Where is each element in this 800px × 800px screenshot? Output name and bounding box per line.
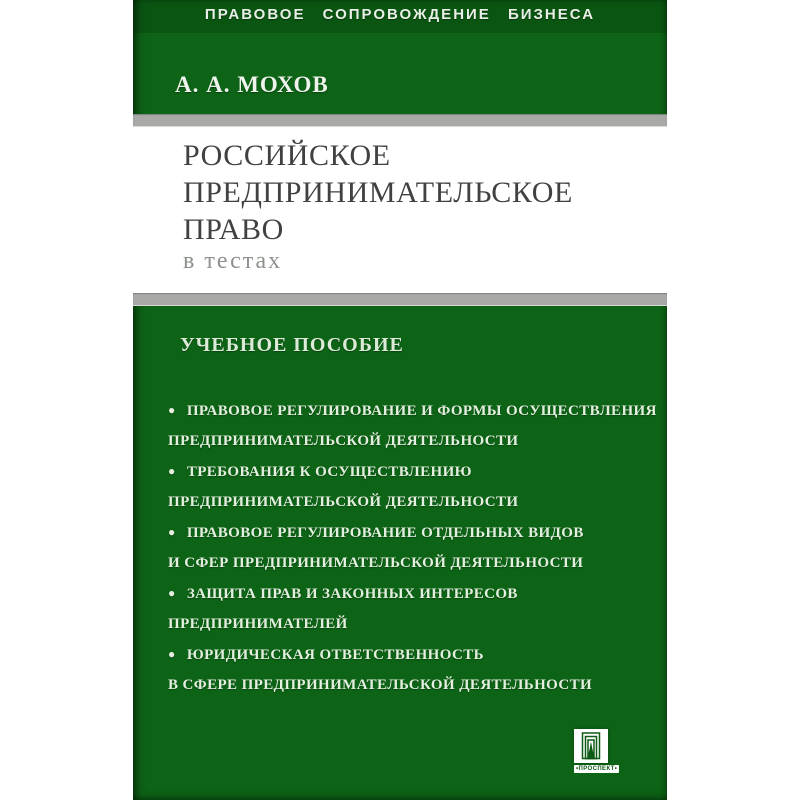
bullet-icon: ● [168,586,176,600]
topic-text: ПРЕДПРИНИМАТЕЛЬСКОЙ ДЕЯТЕЛЬНОСТИ [168,494,519,510]
book-title [183,137,573,248]
title-panel [133,127,667,293]
edition-type: УЧЕБНОЕ ПОСОБИЕ [180,334,404,356]
topic-text: И СФЕР ПРЕДПРИНИМАТЕЛЬСКОЙ ДЕЯТЕЛЬНОСТИ [168,555,584,571]
publisher-name: •ПРОСПЕКТ• [576,766,618,772]
topic-line [168,609,636,639]
book-title-line: РОССИЙСКОЕ [183,139,391,172]
topic-line [168,456,636,487]
topic-line [168,639,636,670]
book-cover [133,0,667,800]
topic-line [168,395,657,426]
bullet-icon: ● [168,525,176,539]
book-title-line: ПРЕДПРИНИМАТЕЛЬСКОЕ [183,176,573,209]
topic-text: ПРАВОВОЕ РЕГУЛИРОВАНИЕ ОТДЕЛЬНЫХ ВИДОВ [186,525,584,541]
book-subtitle: в тестах [183,248,283,274]
topic-text: ПРАВОВОЕ РЕГУЛИРОВАНИЕ И ФОРМЫ ОСУЩЕСТВЛЕНИЯ [186,403,657,419]
topic-text: ТРЕБОВАНИЯ К ОСУЩЕСТВЛЕНИЮ [186,464,472,480]
topic-line [168,548,636,578]
book-title-line: ПРАВО [183,213,284,246]
separator-bar-top [133,114,667,127]
topics-list [168,395,657,700]
author-name: А. А. МОХОВ [175,72,329,97]
topic-line [168,578,636,609]
bullet-icon: ● [168,464,176,478]
topic-line [168,517,636,548]
topic-text: В СФЕРЕ ПРЕДПРИНИМАТЕЛЬСКОЙ ДЕЯТЕЛЬНОСТИ [168,677,593,693]
publisher-logo [574,729,618,773]
topic-text: ПРЕДПРИНИМАТЕЛЕЙ [168,616,348,632]
topic-line [168,487,636,517]
bullet-icon: ● [168,647,176,661]
separator-bar-bottom [133,293,667,306]
bullet-icon: ● [168,403,176,417]
topic-line [168,426,636,456]
publisher-arch-icon [574,729,608,763]
topic-text: ПРЕДПРИНИМАТЕЛЬСКОЙ ДЕЯТЕЛЬНОСТИ [168,433,519,449]
topic-text: ЗАЩИТА ПРАВ И ЗАКОННЫХ ИНТЕРЕСОВ [186,586,518,602]
topic-line [168,670,636,700]
series-title: ПРАВОВОЕ СОПРОВОЖДЕНИЕ БИЗНЕСА [204,6,596,23]
topic-text: ЮРИДИЧЕСКАЯ ОТВЕТСТВЕННОСТЬ [186,647,484,663]
